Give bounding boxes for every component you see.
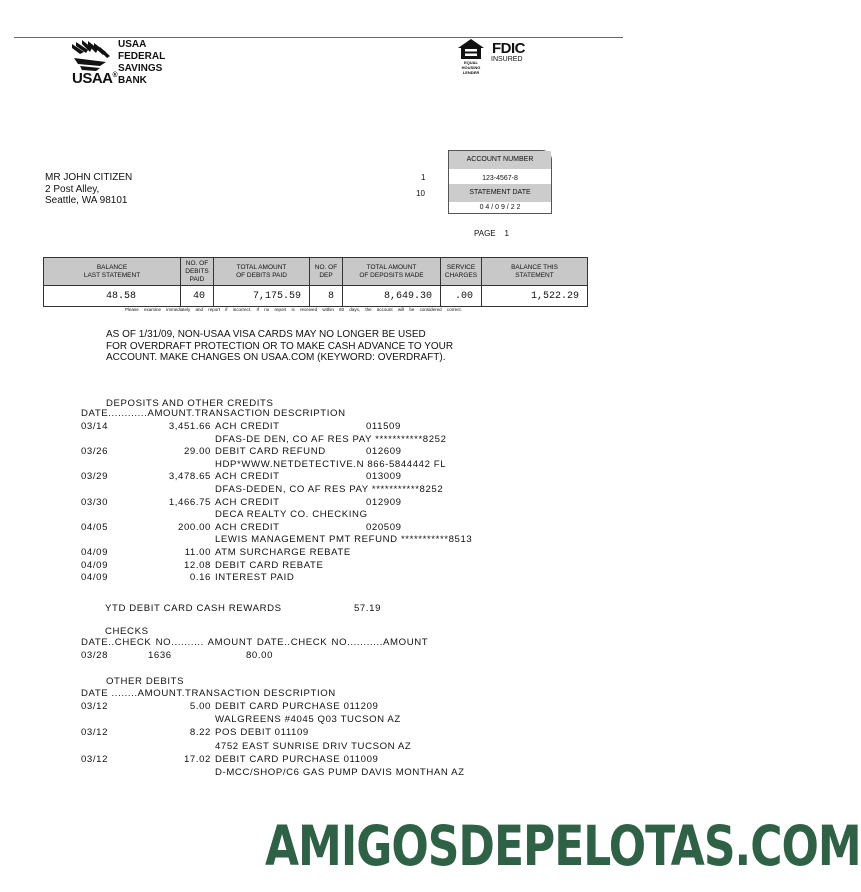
summary-header: NO. OF DEBITS PAID	[181, 258, 214, 286]
debit-description: 4752 EAST SUNRISE DRIV TUCSON AZ	[215, 740, 412, 752]
deposit-description: INTEREST PAID	[215, 572, 295, 584]
deposit-date: 04/05	[81, 521, 109, 533]
customer-city: Seattle, WA 98101	[45, 195, 128, 206]
deposits-count: 8	[310, 286, 343, 307]
balance-this-statement: 1,522.29	[482, 286, 588, 307]
deposit-description: ACH CREDIT	[215, 521, 280, 533]
summary-header: BALANCE THIS STATEMENT	[482, 258, 588, 286]
customer-name: MR JOHN CITIZEN	[45, 172, 133, 183]
customer-address	[45, 172, 132, 207]
checks-title: CHECKS	[105, 626, 149, 637]
bank-name: USAA FEDERAL SAVINGS BANK	[118, 39, 166, 86]
debit-description: DEBIT CARD PURCHASE 011209	[215, 701, 379, 712]
deposit-reference: 011509	[366, 421, 401, 432]
debit-date: 03/12	[81, 701, 109, 712]
check-row-date: 03/28	[81, 650, 109, 661]
statement-date-label: STATEMENT DATE	[449, 184, 551, 202]
deposit-amount: 3,478.65	[168, 471, 211, 483]
deposit-description: ACH CREDIT	[215, 421, 280, 432]
deposit-description: HDP*WWW.NETDETECTIVE.N 866-5844442 FL	[215, 458, 447, 470]
customer-street: 2 Post Alley,	[45, 183, 100, 195]
deposit-amount: 1,466.75	[168, 496, 211, 508]
equal-housing-icon	[456, 37, 486, 61]
deposit-amount: 29.00	[183, 446, 211, 458]
deposit-description: ATM SURCHARGE REBATE	[215, 547, 351, 558]
fdic-logo: FDIC	[492, 40, 525, 57]
deposit-amount: 200.00	[178, 521, 211, 533]
other-debits-header: DATE ........AMOUNT.TRANSACTION DESCRIPTION	[81, 688, 336, 699]
check-row-number: 1636	[148, 650, 172, 661]
notice-line: FOR OVERDRAFT PROTECTION OR TO MAKE CASH ADVANCE TO YOUR	[106, 340, 454, 352]
deposit-date: 03/29	[81, 471, 109, 483]
deposits-title: DEPOSITS AND OTHER CREDITS	[106, 398, 274, 409]
summary-header: BALANCE LAST STATEMENT	[44, 258, 181, 286]
overdraft-notice	[106, 329, 453, 364]
deposit-description: ACH CREDIT	[215, 496, 280, 508]
summary-header: TOTAL AMOUNT OF DEPOSITS MADE	[343, 258, 441, 286]
usaa-wordmark: USAA®	[72, 70, 118, 87]
debit-amount: 8.22	[189, 727, 211, 739]
debit-amount: 17.02	[183, 753, 211, 765]
watermark: AMIGOSDEPELOTAS.COM	[265, 815, 861, 879]
debit-description: POS DEBIT 011109	[215, 727, 309, 739]
mail-code-1: 1	[421, 173, 426, 182]
summary-header: NO. OF DEP	[310, 258, 343, 286]
service-charges: .00	[441, 286, 482, 307]
deposit-date: 04/09	[81, 572, 109, 584]
deposit-description: DFAS-DE DEN, CO AF RES PAY ***********8252	[215, 433, 447, 445]
deposit-description: LEWIS MANAGEMENT PMT REFUND ***********8513	[215, 534, 473, 546]
summary-values-row	[44, 286, 588, 307]
header-rule	[14, 37, 623, 38]
deposit-date: 04/09	[81, 559, 109, 571]
total-debits: 7,175.59	[214, 286, 310, 307]
summary-footnote: Please examine immediately and report if incorrect. If no report is received within 60 days, the account will be considered correct.	[125, 307, 462, 312]
equal-housing-label: EQUAL HOUSING LENDER	[461, 60, 481, 75]
deposit-amount: 12.08	[183, 559, 211, 571]
account-number-label: ACCOUNT NUMBER	[449, 151, 551, 169]
page-indicator: PAGE 1	[474, 229, 509, 238]
deposit-description: DEBIT CARD REFUND	[215, 446, 326, 458]
account-number: 123-4567-8	[482, 175, 518, 182]
debit-description: D-MCC/SHOP/C6 GAS PUMP DAVIS MONTHAN AZ	[215, 767, 465, 778]
debit-description: WALGREENS #4045 Q03 TUCSON AZ	[215, 714, 401, 726]
deposit-date: 03/14	[81, 421, 109, 432]
rewards-label: YTD DEBIT CARD CASH REWARDS	[105, 603, 282, 614]
debit-date: 03/12	[81, 753, 109, 765]
deposits-header: DATE............AMOUNT.TRANSACTION DESCRIPTION	[81, 408, 346, 419]
summary-table	[43, 257, 588, 307]
deposit-amount: 0.16	[189, 572, 211, 584]
mail-code-2: 10	[416, 189, 425, 198]
deposit-date: 03/26	[81, 446, 109, 458]
notice-line: ACCOUNT. MAKE CHANGES ON USAA.COM (KEYWORD: OVERDRAFT).	[106, 352, 446, 363]
deposit-amount: 3,451.66	[168, 421, 211, 432]
deposit-reference: 012909	[366, 496, 402, 508]
account-info-box	[448, 150, 552, 214]
statement-date: 0 4 / 0 9 / 2 2	[479, 204, 521, 211]
debit-date: 03/12	[81, 727, 109, 739]
debits-count: 40	[181, 286, 214, 307]
deposit-reference: 020509	[366, 521, 402, 533]
other-debits-title: OTHER DEBITS	[106, 676, 185, 687]
deposit-description: ACH CREDIT	[215, 471, 280, 483]
deposit-amount: 11.00	[184, 547, 211, 558]
balance-last-statement: 48.58	[44, 286, 181, 307]
deposit-description: DECA REALTY CO. CHECKING	[215, 509, 368, 521]
deposit-date: 03/30	[81, 496, 109, 508]
summary-header: TOTAL AMOUNT OF DEBITS PAID	[214, 258, 310, 286]
deposit-reference: 012609	[366, 446, 402, 458]
rewards-value: 57.19	[354, 603, 382, 614]
fdic-insured-label: INSURED	[491, 56, 523, 63]
checks-header: DATE..CHECK NO.......... AMOUNT DATE..CHECK NO...........AMOUNT	[81, 637, 429, 648]
deposit-date: 04/09	[81, 547, 109, 558]
total-deposits: 8,649.30	[343, 286, 441, 307]
notice-line: AS OF 1/31/09, NON-USAA VISA CARDS MAY NO LONGER BE USED	[106, 329, 426, 340]
check-row-amount: 80.00	[246, 650, 274, 661]
summary-header-row	[44, 258, 588, 286]
summary-header: SERVICE CHARGES	[441, 258, 482, 286]
deposit-description: DFAS-DEDEN, CO AF RES PAY ***********8252	[215, 484, 444, 495]
debit-description: DEBIT CARD PURCHASE 011009	[215, 753, 379, 765]
usaa-eagle-logo-icon	[70, 40, 112, 72]
deposit-reference: 013009	[366, 471, 402, 483]
deposit-description: DEBIT CARD REBATE	[215, 559, 324, 571]
debit-amount: 5.00	[189, 701, 211, 712]
